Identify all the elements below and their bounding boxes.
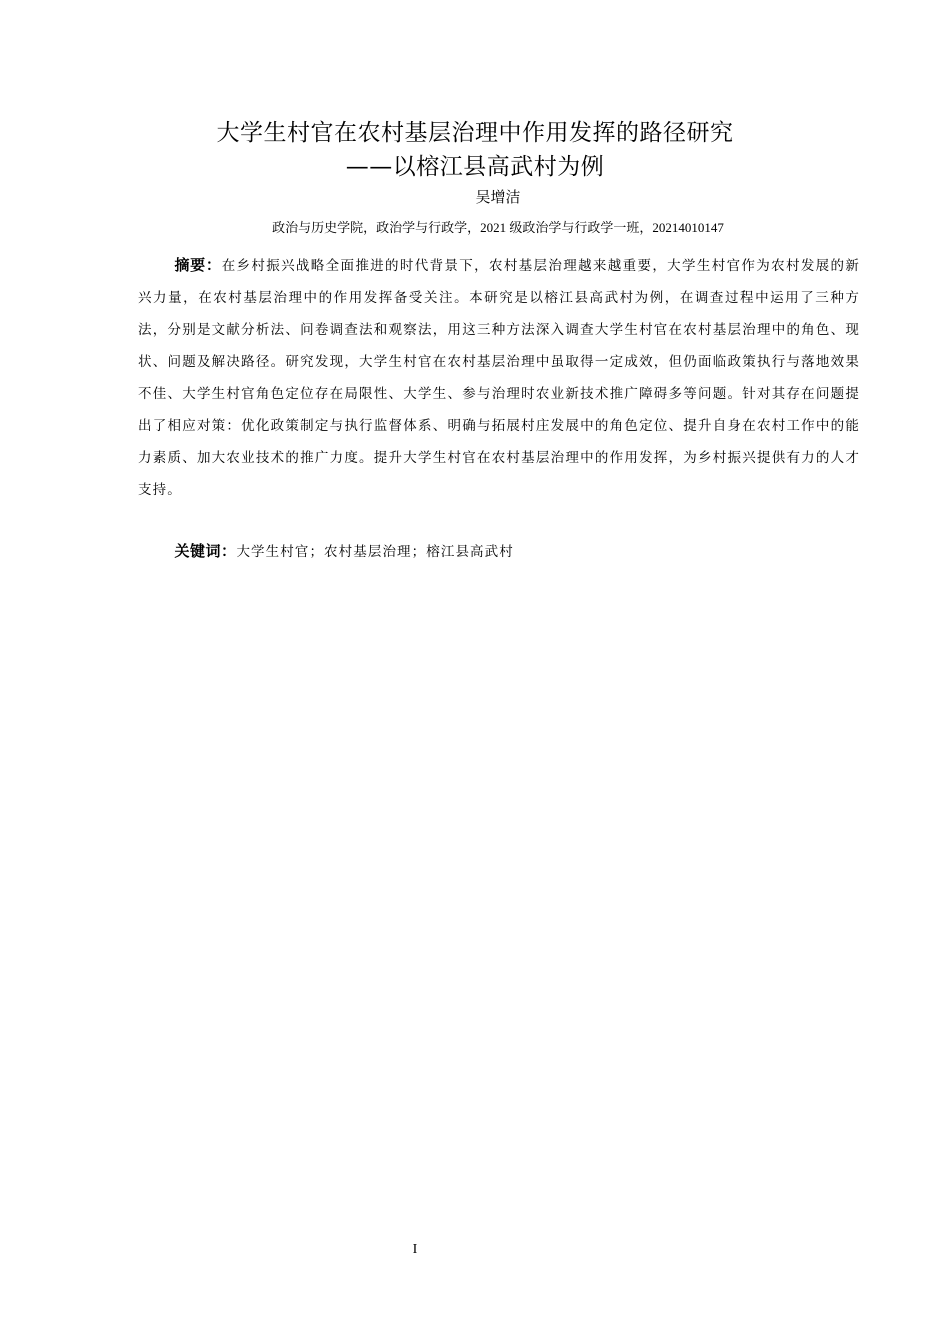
- paper-subtitle: ——以榕江县高武村为例: [345, 154, 605, 180]
- abstract-paragraph: [138, 249, 860, 506]
- author-affiliation: 政治与历史学院，政治学与行政学，2021 级政治学与行政学一班，20214010147: [272, 220, 724, 235]
- keywords-text: 大学生村官；农村基层治理；榕江县高武村: [236, 544, 514, 560]
- author-name: 吴增洁: [475, 188, 521, 206]
- page-number: I: [412, 1242, 418, 1257]
- keywords-paragraph: [138, 535, 860, 568]
- abstract-text: 在乡村振兴战略全面推进的时代背景下，农村基层治理越来越重要，大学生村官作为农村发展的新兴力量，在农村基层治理中的作用发挥备受关注。本研究是以榕江县高武村为例，在调查过程中运用了三种方法，分别是文献分析法、问卷调查法和观察法，用这三种方法深入调查大学生村官在农村基层治理中的角色、现状、问题及解决路径。研究发现，大学生村官在农村基层治理中虽取得一定成效，但仍面临政策执行与落地效果不佳、大学生村官角色定位存在局限性、大学生、参与治理时农业新技术推广障碍多等问题。针对其存在问题提出了相应对策：优化政策制定与执行监督体系、明确与拓展村庄发展中的角色定位、提升自身在农村工作中的能力素质、加大农业技术的推广力度。提升大学生村官在农村基层治理中的作用发挥，为乡村振兴提供有力的人才支持。: [138, 258, 860, 498]
- keywords-label: 关键词：: [174, 542, 237, 560]
- paper-title: 大学生村官在农村基层治理中作用发挥的路径研究: [216, 120, 734, 146]
- abstract-label: 摘要：: [174, 256, 222, 274]
